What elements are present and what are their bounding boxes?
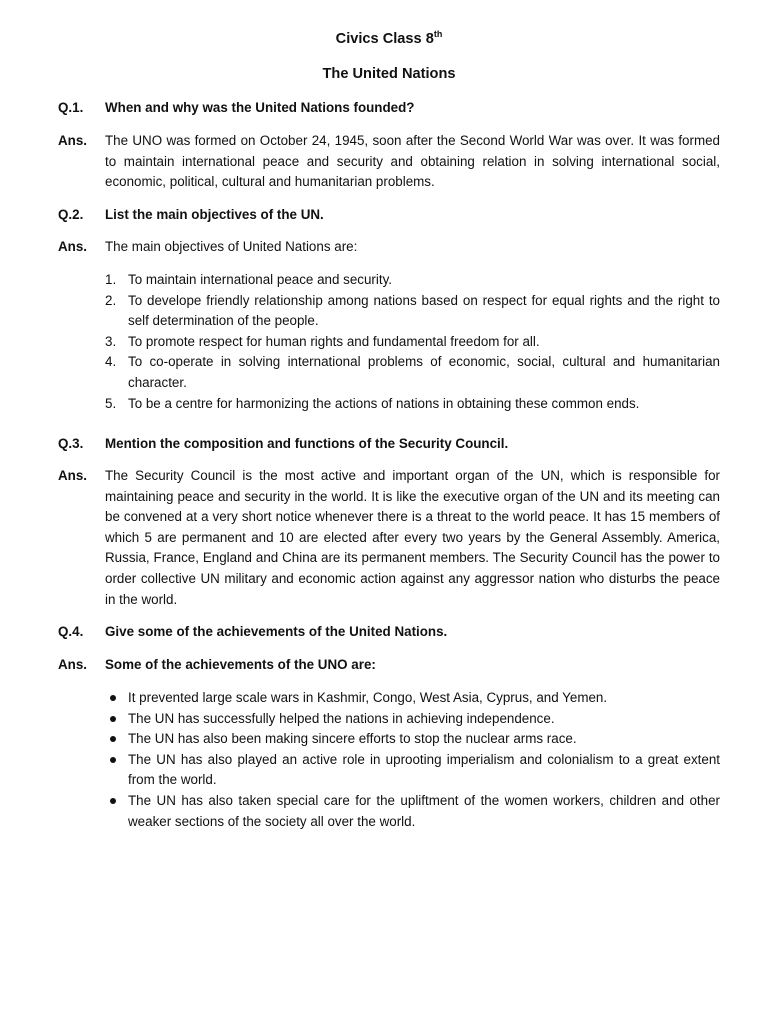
list-item <box>105 394 720 415</box>
list-item-number: 2. <box>105 292 117 308</box>
list-item <box>105 750 720 791</box>
question-2-text: List the main objectives of the UN. <box>105 207 324 222</box>
question-4-text: Give some of the achievements of the United Nations. <box>105 624 448 639</box>
page-title-text: Civics Class 8 <box>335 31 434 47</box>
answer-1 <box>58 131 722 193</box>
bullet-icon <box>110 757 116 763</box>
page-title-superscript: th <box>433 29 443 39</box>
bullet-icon <box>110 736 116 742</box>
bullet-icon <box>110 798 116 804</box>
list-item <box>105 291 720 332</box>
question-3-text: Mention the composition and functions of the Security Council. <box>105 436 509 451</box>
answer-3-text: The Security Council is the most active and important organ of the UN, which is responsible for maintaining peace and security in the world. It is like the executive organ of the UN and its meeting can be convened at a very short notice whenever there is a threat to the world peace. It has 15 members of which 5 are permanent and 10 are elected after every two years by the General Assembly. America, Russia, France, England and China are its permanent members. The Security Council has the power to order collective UN military and economic action against any aggressor nation who disturbs the peace in the world. <box>105 468 720 607</box>
list-item-text: To co-operate in solving international problems of economic, social, cultural and humanitarian character. <box>128 354 720 390</box>
question-3 <box>58 434 722 455</box>
answer-3-label: Ans. <box>58 468 88 483</box>
list-item <box>105 270 720 291</box>
list-item-text: The UN has successfully helped the nations in achieving independence. <box>128 710 555 726</box>
achievements-list <box>105 688 720 832</box>
list-item-text: The UN has also been making sincere efforts to stop the nuclear arms race. <box>128 731 577 747</box>
list-item-text: The UN has also played an active role in uprooting imperialism and colonialism to a great extent from the world. <box>128 751 720 788</box>
question-4 <box>58 622 722 643</box>
list-item-text: It prevented large scale wars in Kashmir, Congo, West Asia, Cyprus, and Yemen. <box>128 690 608 705</box>
list-item-number: 4. <box>105 354 117 370</box>
answer-3 <box>58 466 722 610</box>
answer-2 <box>58 237 722 258</box>
answer-1-label: Ans. <box>58 133 88 148</box>
list-item <box>105 709 720 730</box>
list-item-number: 5. <box>105 395 117 411</box>
question-1-label: Q.1. <box>58 100 84 115</box>
objectives-list <box>105 270 720 414</box>
answer-4 <box>58 655 722 676</box>
answer-1-text: The UNO was formed on October 24, 1945, soon after the Second World War was over. It was formed to maintain international peace and security and obtaining relation in solving international social, economic, political, cultural and humanitarian problems. <box>105 133 720 190</box>
answer-2-label: Ans. <box>58 239 88 254</box>
list-item-number: 1. <box>105 272 117 287</box>
list-item <box>105 332 720 353</box>
list-item-text: The UN has also taken special care for the upliftment of the women workers, children and other weaker sections of the society all over the world. <box>128 792 720 829</box>
answer-2-text: The main objectives of United Nations are: <box>105 239 358 254</box>
list-item-text: To maintain international peace and security. <box>128 272 392 287</box>
question-1-text: When and why was the United Nations founded? <box>105 100 415 115</box>
bullet-icon <box>110 695 116 701</box>
list-item <box>105 791 720 832</box>
question-1 <box>58 98 722 119</box>
answer-4-text: Some of the achievements of the UNO are: <box>105 657 376 672</box>
list-item <box>105 729 720 750</box>
list-item <box>105 352 720 393</box>
list-item-text: To develope friendly relationship among nations based on respect for equal rights and the right to self determination of the people. <box>128 292 720 329</box>
question-2-label: Q.2. <box>58 207 84 222</box>
question-3-label: Q.3. <box>58 436 84 451</box>
page-subtitle: The United Nations <box>322 66 456 82</box>
question-4-label: Q.4. <box>58 624 84 639</box>
list-item-number: 3. <box>105 333 117 349</box>
bullet-icon <box>110 716 116 722</box>
list-item-text: To promote respect for human rights and fundamental freedom for all. <box>128 333 540 349</box>
question-2 <box>58 205 722 226</box>
page-title <box>0 29 768 50</box>
list-item <box>105 688 720 709</box>
list-item-text: To be a centre for harmonizing the actions of nations in obtaining these common ends. <box>128 395 640 411</box>
answer-4-label: Ans. <box>58 657 88 672</box>
